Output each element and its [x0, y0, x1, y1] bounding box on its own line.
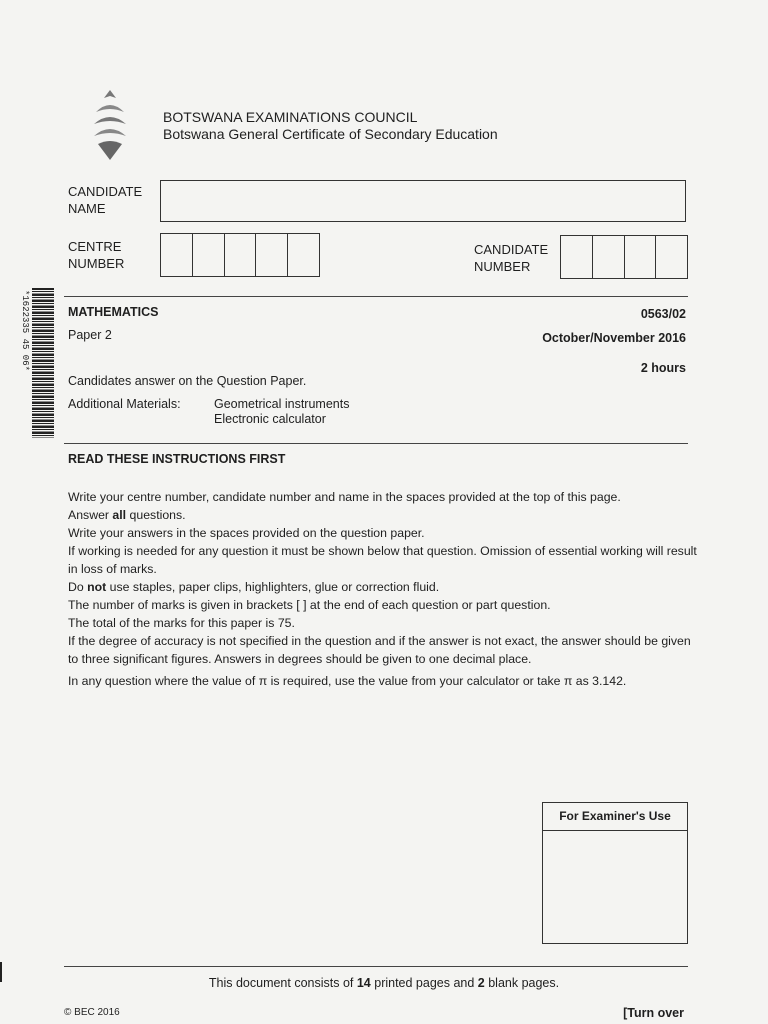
centre-digit-box[interactable] [288, 234, 319, 276]
page-count-note [0, 976, 768, 990]
centre-number-field[interactable] [160, 233, 320, 277]
material-item: Geometrical instruments [214, 397, 350, 411]
materials-label: Additional Materials: [68, 397, 181, 411]
barcode-number: *1622335 45 06* [20, 290, 30, 372]
top-rule [64, 296, 688, 297]
answer-note: Candidates answer on the Question Paper. [68, 374, 307, 388]
centre-digit-box[interactable] [193, 234, 225, 276]
candidate-name-label [68, 183, 142, 217]
bec-logo [88, 88, 132, 162]
instruction-text: use staples, paper clips, highlighters, glue or correction fluid. [106, 580, 440, 594]
instruction-line [68, 578, 698, 596]
instruction-line: Write your centre number, candidate number and name in the spaces provided at the top of this page. [68, 490, 621, 504]
instruction-line: If working is needed for any question it must be shown below that question. Omission of essential working will result in loss of marks. [68, 544, 697, 576]
materials-list [214, 397, 349, 427]
instruction-line: In any question where the value of π is required, use the value from your calculator or take π as 3.142. [68, 674, 627, 688]
material-item: Electronic calculator [214, 412, 326, 426]
candidate-name-field[interactable] [160, 180, 686, 222]
centre-digit-box[interactable] [225, 234, 257, 276]
candidate-number-label-line2: NUMBER [474, 259, 531, 274]
centre-number-label-line2: NUMBER [68, 256, 125, 271]
paper-code: 0563/02 [640, 307, 686, 321]
centre-digit-box[interactable] [256, 234, 288, 276]
subject-title: MATHEMATICS [68, 305, 159, 319]
instruction-text: Answer [68, 508, 113, 522]
footer-text: blank pages. [484, 976, 560, 990]
examiner-use-box [542, 802, 688, 944]
printed-pages-count: 14 [356, 976, 371, 990]
instruction-line: Write your answers in the spaces provided on the question paper. [68, 526, 425, 540]
exam-duration: 2 hours [640, 361, 686, 375]
centre-number-label [68, 238, 124, 272]
candidate-name-label-line1: CANDIDATE [68, 184, 143, 199]
instruction-line: The number of marks is given in brackets [ ] at the end of each question or part question. [68, 598, 551, 612]
instruction-line: The total of the marks for this paper is 75. [68, 616, 295, 630]
paper-number: Paper 2 [68, 328, 112, 342]
candidate-digit-box[interactable] [625, 236, 657, 278]
certificate-name: Botswana General Certificate of Secondary Education [163, 126, 498, 142]
edge-mark [0, 962, 2, 982]
examiner-use-title: For Examiner's Use [543, 803, 687, 831]
centre-number-label-line1: CENTRE [68, 239, 122, 254]
instructions-heading: READ THESE INSTRUCTIONS FIRST [68, 452, 286, 466]
instructions-body [68, 488, 698, 690]
blank-pages-count: 2 [477, 976, 485, 990]
bottom-rule [64, 966, 688, 967]
candidate-number-label-line1: CANDIDATE [474, 242, 549, 257]
footer-text: printed pages and [370, 976, 478, 990]
instruction-emphasis: all [112, 508, 127, 522]
exam-council-header [163, 109, 498, 143]
instruction-text: Do [68, 580, 88, 594]
candidate-number-field[interactable] [560, 235, 688, 279]
instruction-line: If the degree of accuracy is not specified in the question and if the answer is not exact, the answer should be given to three significant figures. Answers in degrees should be given to one decimal place. [68, 634, 691, 666]
council-name: BOTSWANA EXAMINATIONS COUNCIL [163, 109, 418, 125]
instruction-emphasis: not [87, 580, 107, 594]
candidate-digit-box[interactable] [656, 236, 687, 278]
candidate-digit-box[interactable] [561, 236, 593, 278]
instruction-text: questions. [126, 508, 186, 522]
copyright: © BEC 2016 [64, 1007, 120, 1018]
middle-rule [64, 443, 688, 444]
candidate-name-label-line2: NAME [68, 201, 106, 216]
candidate-digit-box[interactable] [593, 236, 625, 278]
exam-session: October/November 2016 [542, 331, 686, 345]
turn-over: [Turn over [623, 1006, 684, 1020]
footer-text: This document consists of [208, 976, 357, 990]
instruction-line [68, 506, 698, 524]
candidate-number-label [474, 241, 548, 275]
centre-digit-box[interactable] [161, 234, 193, 276]
